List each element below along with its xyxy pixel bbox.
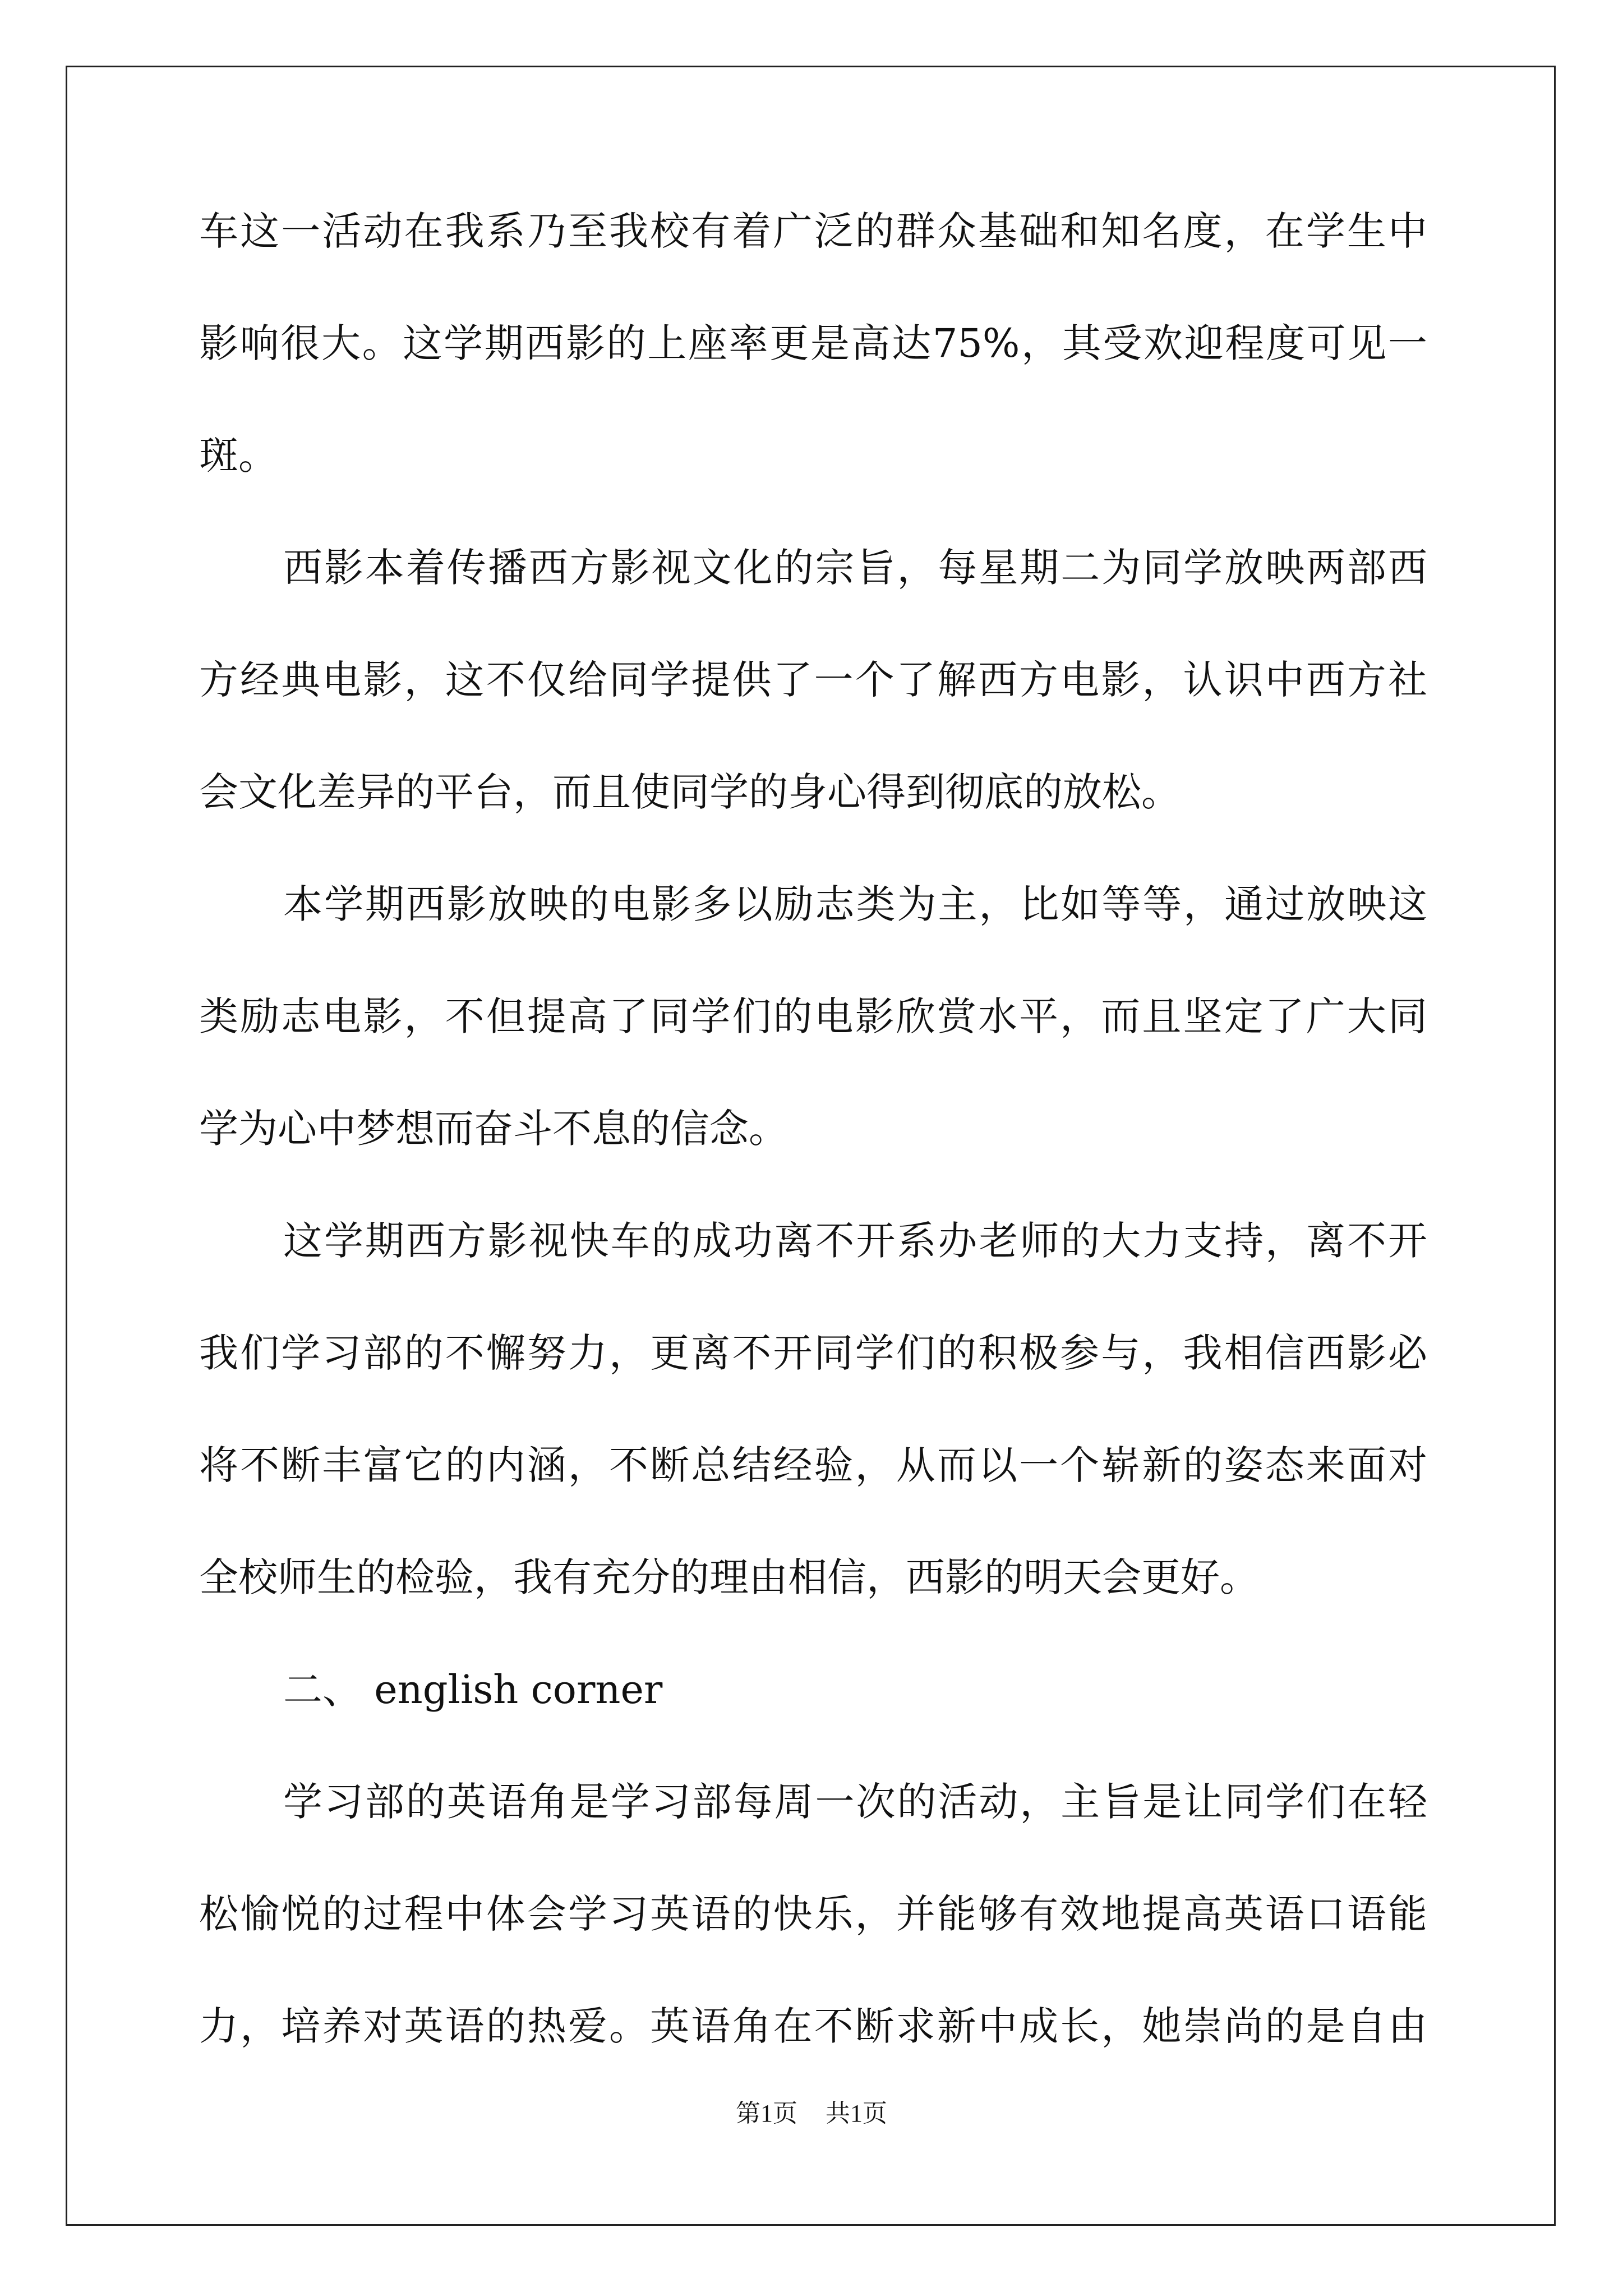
- page-footer: [0, 2097, 1623, 2131]
- page-number: 第1页: [736, 2100, 797, 2127]
- text-line: 西影本着传播西方影视文化的宗旨，每星期二为同学放映两部西: [283, 545, 1427, 591]
- text-line: 我们学习部的不懈努力，更离不开同学们的积极参与，我相信西影必: [199, 1330, 1427, 1376]
- text-line: 车这一活动在我系乃至我校有着广泛的群众基础和知名度，在学生中: [199, 208, 1427, 254]
- text-line: 松愉悦的过程中体会学习英语的快乐，并能够有效地提高英语口语能: [199, 1891, 1427, 1937]
- text-line: 学为心中梦想而奋斗不息的信念。: [199, 1106, 788, 1152]
- text-line: 将不断丰富它的内涵，不断总结经验，从而以一个崭新的姿态来面对: [199, 1442, 1427, 1488]
- text-line: 影响很大。这学期西影的上座率更是高达75%，其受欢迎程度可见一: [199, 320, 1427, 366]
- text-line: 力，培养对英语的热爱。英语角在不断求新中成长，她崇尚的是自由: [199, 2003, 1427, 2049]
- text-line: 方经典电影，这不仅给同学提供了一个了解西方电影，认识中西方社: [199, 657, 1427, 703]
- text-line: 类励志电影，不但提高了同学们的电影欣赏水平，而且坚定了广大同: [199, 993, 1427, 1039]
- text-line: 学习部的英语角是学习部每周一次的活动，主旨是让同学们在轻: [283, 1779, 1427, 1825]
- text-line: 本学期西影放映的电影多以励志类为主，比如等等，通过放映这: [283, 881, 1427, 927]
- text-line: 斑。: [199, 432, 278, 478]
- page-total: 共1页: [826, 2100, 887, 2127]
- text-line: 这学期西方影视快车的成功离不开系办老师的大力支持，离不开: [283, 1218, 1427, 1264]
- section-heading: 二、 english corner: [283, 1667, 663, 1713]
- text-line: 全校师生的检验，我有充分的理由相信，西影的明天会更好。: [199, 1554, 1259, 1600]
- text-line: 会文化差异的平台，而且使同学的身心得到彻底的放松。: [199, 769, 1181, 815]
